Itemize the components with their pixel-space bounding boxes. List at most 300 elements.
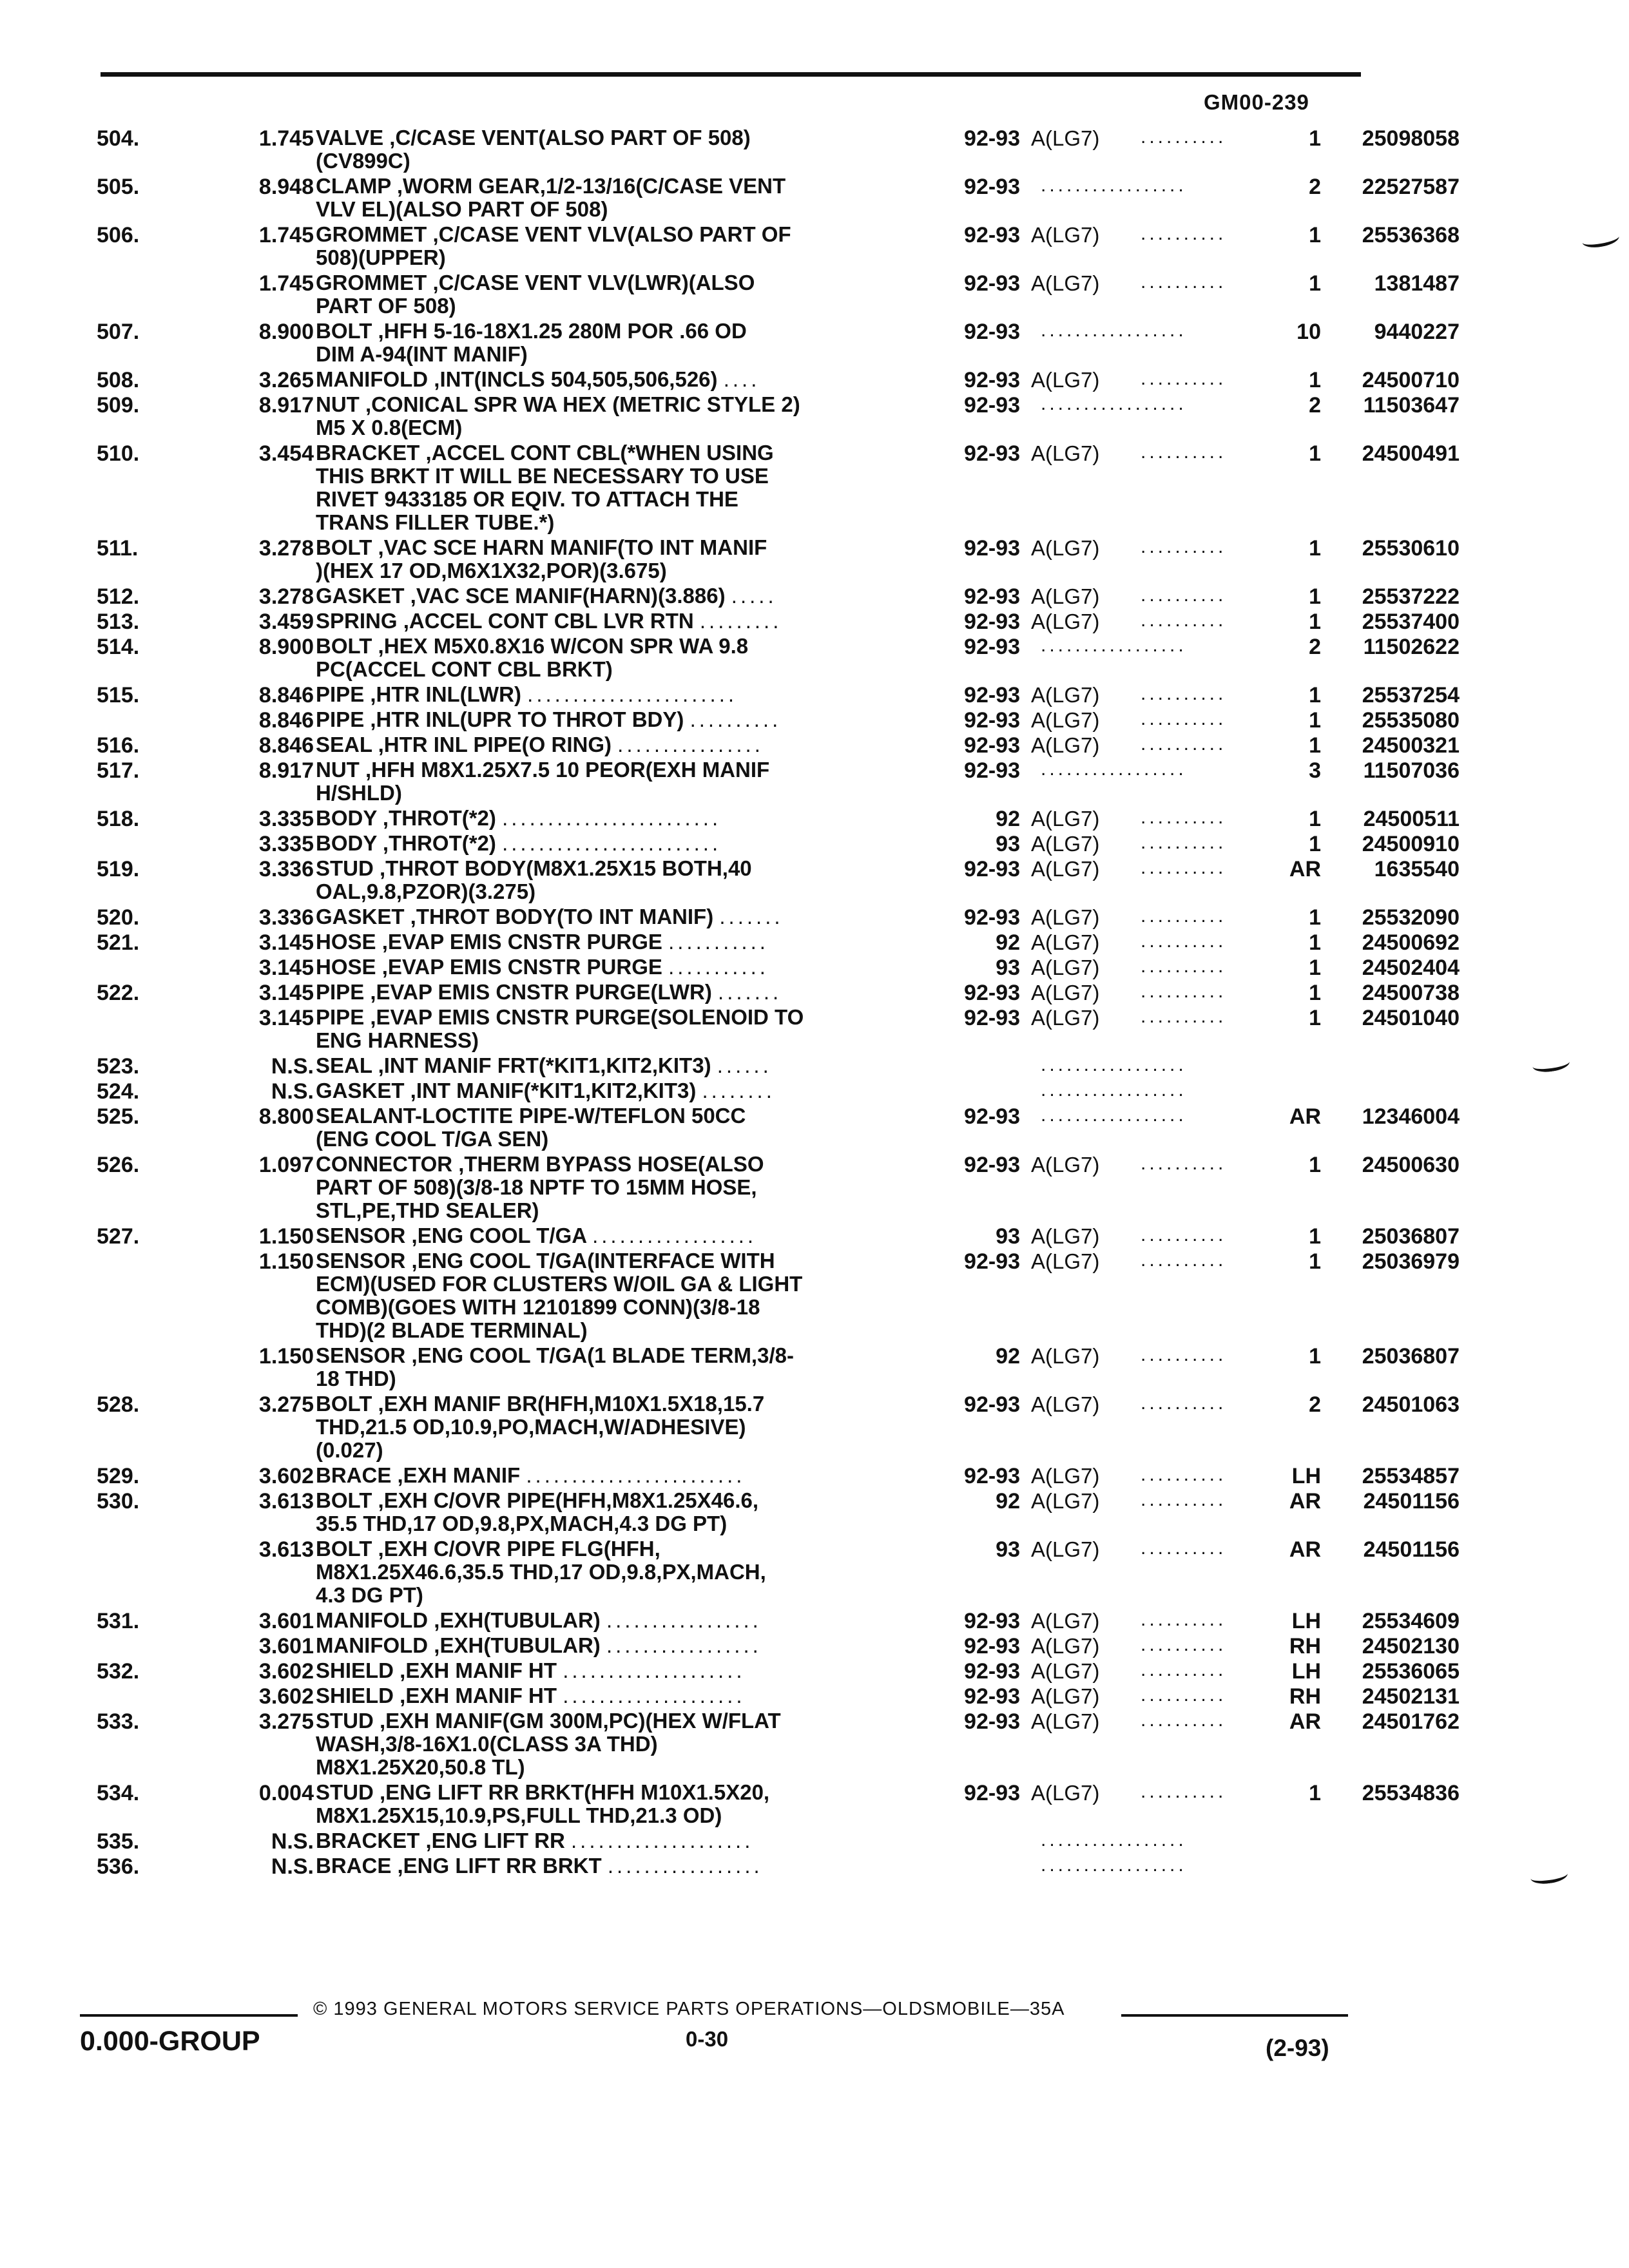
model-code: A(LG7) xyxy=(1031,1659,1100,1683)
description-text: 4.3 DG PT) xyxy=(316,1583,423,1607)
year-range: 92 xyxy=(996,930,1020,955)
year-range: 92-93 xyxy=(964,905,1020,930)
leader-dots: .................... xyxy=(571,1829,754,1852)
description-text: M8X1.25X15,10.9,PS,FULL THD,21.3 OD) xyxy=(316,1803,722,1827)
leader-dots: .......... xyxy=(1141,584,1227,606)
leader-dots: .................. xyxy=(592,1224,757,1247)
year-range: 92-93 xyxy=(964,635,1020,659)
quantity: AR xyxy=(1289,1709,1321,1734)
leader-dots: ................. xyxy=(606,1608,762,1632)
part-number: 24501762 xyxy=(1362,1709,1460,1734)
leader-dots: .......... xyxy=(1141,1684,1227,1706)
group-number: 1.097 xyxy=(258,1153,314,1177)
description-line xyxy=(316,857,934,880)
description-text: VALVE ,C/CASE VENT(ALSO PART OF 508) xyxy=(316,126,751,149)
description-text: WASH,3/8-16X1.0(CLASS 3A THD) xyxy=(316,1732,658,1756)
description-line xyxy=(316,832,934,855)
ref-number: 510. xyxy=(97,441,140,466)
part-description xyxy=(316,1489,934,1535)
ref-number: 518. xyxy=(97,807,140,831)
description-line xyxy=(316,584,934,608)
quantity: RH xyxy=(1289,1634,1321,1658)
part-entry xyxy=(97,222,1460,271)
leader-dots: ........................ xyxy=(502,831,722,855)
part-description xyxy=(316,1684,934,1707)
year-range: 92-93 xyxy=(964,1006,1020,1030)
part-number: 22527587 xyxy=(1362,175,1460,199)
group-number: 8.846 xyxy=(258,733,314,758)
group-number: 3.278 xyxy=(258,584,314,609)
leader-dots: ........... xyxy=(668,955,769,979)
year-range: 92-93 xyxy=(964,320,1020,344)
ref-number: 523. xyxy=(97,1054,140,1079)
part-number: 24500491 xyxy=(1362,441,1460,466)
part-number: 24502131 xyxy=(1362,1684,1460,1709)
leader-dots: .......... xyxy=(1141,368,1227,389)
group-number: 8.900 xyxy=(258,635,314,659)
quantity: 1 xyxy=(1309,610,1321,634)
description-line xyxy=(316,956,934,979)
quantity: 1 xyxy=(1309,441,1321,466)
group-number: 3.275 xyxy=(258,1709,314,1734)
part-number: 24500630 xyxy=(1362,1153,1460,1177)
description-text: HOSE ,EVAP EMIS CNSTR PURGE xyxy=(316,930,662,954)
description-line xyxy=(316,1709,934,1733)
year-range: 93 xyxy=(996,1537,1020,1562)
year-range: 92-93 xyxy=(964,610,1020,634)
group-number: 0.004 xyxy=(258,1781,314,1805)
group-number: 3.145 xyxy=(258,930,314,955)
ref-number: 506. xyxy=(97,223,140,247)
leader-dots: ................ xyxy=(617,733,764,756)
leader-dots: .......... xyxy=(1141,610,1227,631)
description-line xyxy=(316,1199,934,1222)
description-line xyxy=(316,1128,934,1151)
part-entry xyxy=(97,126,1460,175)
model-code: A(LG7) xyxy=(1031,368,1100,392)
description-text: GASKET ,THROT BODY(TO INT MANIF) xyxy=(316,905,714,928)
ref-number: 508. xyxy=(97,368,140,392)
description-text: BOLT ,EXH MANIF BR(HFH,M10X1.5X18,15.7 xyxy=(316,1392,765,1416)
part-number: 12346004 xyxy=(1362,1104,1460,1129)
part-entry xyxy=(97,905,1460,930)
description-text: BODY ,THROT(*2) xyxy=(316,831,496,855)
year-range: 92-93 xyxy=(964,1659,1020,1684)
model-code: A(LG7) xyxy=(1031,1634,1100,1658)
model-code: A(LG7) xyxy=(1031,126,1100,150)
ref-number: 515. xyxy=(97,683,140,707)
group-number: 8.846 xyxy=(258,708,314,733)
part-number: 25036807 xyxy=(1362,1344,1460,1369)
description-line xyxy=(316,1296,934,1319)
quantity: 2 xyxy=(1309,635,1321,659)
year-range: 92-93 xyxy=(964,1609,1020,1633)
description-line xyxy=(316,1319,934,1342)
model-code: A(LG7) xyxy=(1031,1781,1100,1805)
description-text: BOLT ,HEX M5X0.8X16 W/CON SPR WA 9.8 xyxy=(316,634,749,658)
leader-dots: .......... xyxy=(1141,832,1227,853)
quantity: 2 xyxy=(1309,393,1321,418)
page-code: GM00-239 xyxy=(1204,90,1309,114)
part-entry xyxy=(97,1633,1460,1659)
quantity: 1 xyxy=(1309,126,1321,151)
part-number: 25537254 xyxy=(1362,683,1460,707)
part-description xyxy=(316,1634,934,1657)
ref-number: 519. xyxy=(97,857,140,881)
model-code: A(LG7) xyxy=(1031,930,1100,954)
description-line xyxy=(316,1512,934,1535)
description-line xyxy=(316,343,934,366)
model-code: A(LG7) xyxy=(1031,1609,1100,1633)
part-number: 25532090 xyxy=(1362,905,1460,930)
part-number: 11503647 xyxy=(1363,393,1460,418)
quantity: 1 xyxy=(1309,223,1321,247)
quantity: 1 xyxy=(1309,1249,1321,1274)
description-text: BOLT ,EXH C/OVR PIPE FLG(HFH, xyxy=(316,1537,660,1561)
leader-dots: .......... xyxy=(1141,1609,1227,1630)
part-entry xyxy=(97,806,1460,832)
leader-dots: ....... xyxy=(719,905,784,928)
description-line xyxy=(316,1733,934,1756)
model-code: A(LG7) xyxy=(1031,584,1100,608)
group-number: 1.745 xyxy=(258,271,314,296)
year-range: 92-93 xyxy=(964,584,1020,609)
leader-dots: ........................ xyxy=(526,1463,746,1487)
group-number: 1.745 xyxy=(258,126,314,151)
ref-number: 524. xyxy=(97,1079,140,1104)
quantity: 2 xyxy=(1309,175,1321,199)
quantity: 1 xyxy=(1309,1224,1321,1249)
leader-dots: .......... xyxy=(1141,807,1227,828)
description-text: MANIFOLD ,EXH(TUBULAR) xyxy=(316,1608,601,1632)
ref-number: 504. xyxy=(97,126,140,151)
description-text: M5 X 0.8(ECM) xyxy=(316,416,463,439)
description-line xyxy=(316,733,934,756)
leader-dots: .......... xyxy=(1141,981,1227,1002)
year-range: 92-93 xyxy=(964,981,1020,1005)
description-text: DIM A-94(INT MANIF) xyxy=(316,342,528,366)
group-number: 1.745 xyxy=(258,223,314,247)
leader-dots: ................. xyxy=(1041,175,1187,196)
description-text: SENSOR ,ENG COOL T/GA(INTERFACE WITH xyxy=(316,1249,775,1273)
model-code: A(LG7) xyxy=(1031,905,1100,929)
description-line xyxy=(316,1439,934,1462)
model-code: A(LG7) xyxy=(1031,1684,1100,1708)
description-line xyxy=(316,1781,934,1804)
footer-rule-left xyxy=(80,2014,298,2017)
leader-dots: .......... xyxy=(1141,536,1227,557)
group-number: 3.265 xyxy=(258,368,314,392)
quantity: 10 xyxy=(1296,320,1321,344)
description-line xyxy=(316,246,934,269)
description-line xyxy=(316,1804,934,1827)
group-number: N.S. xyxy=(271,1829,314,1854)
year-range: 92-93 xyxy=(964,708,1020,733)
year-range: 92-93 xyxy=(964,1104,1020,1129)
leader-dots: .... xyxy=(723,367,760,391)
leader-dots: .......... xyxy=(1141,271,1227,293)
model-code: A(LG7) xyxy=(1031,733,1100,757)
part-entry xyxy=(97,1854,1360,1879)
leader-dots: .......... xyxy=(1141,1006,1227,1027)
part-entry xyxy=(97,1829,1360,1854)
description-line xyxy=(316,683,934,706)
quantity: 1 xyxy=(1309,271,1321,296)
description-line xyxy=(316,1489,934,1512)
description-text: )(HEX 17 OD,M6X1X32,POR)(3.675) xyxy=(316,559,667,582)
model-code: A(LG7) xyxy=(1031,956,1100,979)
quantity: 1 xyxy=(1309,981,1321,1005)
leader-dots: .......... xyxy=(1141,1489,1227,1510)
description-line xyxy=(316,1224,934,1247)
description-line xyxy=(316,782,934,805)
part-entry xyxy=(97,392,1460,441)
ref-number: 512. xyxy=(97,584,140,609)
description-text: (0.027) xyxy=(316,1438,383,1462)
description-text: 35.5 THD,17 OD,9.8,PX,MACH,4.3 DG PT) xyxy=(316,1512,728,1535)
leader-dots: .......... xyxy=(1141,1537,1227,1559)
description-text: CLAMP ,WORM GEAR,1/2-13/16(C/CASE VENT xyxy=(316,174,786,198)
model-code: A(LG7) xyxy=(1031,1006,1100,1030)
part-description xyxy=(316,956,934,979)
part-description xyxy=(316,536,934,582)
group-number: 8.948 xyxy=(258,175,314,199)
description-line xyxy=(316,880,934,903)
year-range: 92-93 xyxy=(964,175,1020,199)
quantity: 1 xyxy=(1309,1781,1321,1805)
part-number: 25530610 xyxy=(1362,536,1460,561)
description-line xyxy=(316,1829,934,1852)
group-number: 1.150 xyxy=(258,1344,314,1369)
description-line xyxy=(316,1367,934,1390)
model-code: A(LG7) xyxy=(1031,1249,1100,1273)
description-text: COMB)(GOES WITH 12101899 CONN)(3/8-18 xyxy=(316,1295,760,1319)
part-description xyxy=(316,981,934,1004)
description-text: PIPE ,HTR INL(LWR) xyxy=(316,682,521,706)
quantity: LH xyxy=(1291,1659,1321,1684)
group-number: 3.275 xyxy=(258,1392,314,1417)
description-line xyxy=(316,416,934,439)
model-code: A(LG7) xyxy=(1031,1392,1100,1416)
description-text: 18 THD) xyxy=(316,1367,396,1390)
ref-number: 528. xyxy=(97,1392,140,1417)
part-number: 24501063 xyxy=(1362,1392,1460,1417)
part-number: 24501040 xyxy=(1362,1006,1460,1030)
quantity: 1 xyxy=(1309,368,1321,392)
description-line xyxy=(316,1006,934,1029)
leader-dots: .......... xyxy=(1141,1634,1227,1655)
footer-group: 0.000-GROUP xyxy=(80,2026,260,2057)
part-description xyxy=(316,441,934,534)
model-code: A(LG7) xyxy=(1031,271,1100,295)
description-line xyxy=(316,441,934,465)
part-description xyxy=(316,733,934,756)
part-entry xyxy=(97,609,1460,635)
year-range: 92-93 xyxy=(964,271,1020,296)
group-number: 3.613 xyxy=(258,1537,314,1562)
ref-number: 520. xyxy=(97,905,140,930)
description-line xyxy=(316,1153,934,1176)
group-number: 3.602 xyxy=(258,1659,314,1684)
part-description xyxy=(316,1659,934,1682)
ref-number: 517. xyxy=(97,758,140,783)
leader-dots: .......... xyxy=(1141,956,1227,977)
part-description xyxy=(316,1153,934,1222)
ref-number: 516. xyxy=(97,733,140,758)
group-number: 3.335 xyxy=(258,807,314,831)
description-text: SENSOR ,ENG COOL T/GA(1 BLADE TERM,3/8- xyxy=(316,1343,794,1367)
part-number: 25534609 xyxy=(1362,1609,1460,1633)
year-range: 92 xyxy=(996,807,1020,831)
part-description xyxy=(316,1829,934,1852)
group-number: 8.917 xyxy=(258,758,314,783)
ref-number: 527. xyxy=(97,1224,140,1249)
description-line xyxy=(316,126,934,149)
description-text: M8X1.25X20,50.8 TL) xyxy=(316,1755,525,1779)
ref-number: 530. xyxy=(97,1489,140,1514)
group-number: 3.459 xyxy=(258,610,314,634)
description-text: BRACKET ,ACCEL CONT CBL(*WHEN USING xyxy=(316,441,774,465)
part-entry xyxy=(97,1152,1460,1224)
group-number: 3.336 xyxy=(258,857,314,881)
ref-number: 533. xyxy=(97,1709,140,1734)
description-line xyxy=(316,294,934,318)
ref-number: 522. xyxy=(97,981,140,1005)
group-number: 3.602 xyxy=(258,1464,314,1488)
model-code: A(LG7) xyxy=(1031,1153,1100,1177)
group-number: 3.145 xyxy=(258,1006,314,1030)
description-line xyxy=(316,1634,934,1657)
description-text: PIPE ,EVAP EMIS CNSTR PURGE(SOLENOID TO xyxy=(316,1005,804,1029)
description-line xyxy=(316,223,934,246)
ref-number: 525. xyxy=(97,1104,140,1129)
group-number: N.S. xyxy=(271,1054,314,1079)
description-line xyxy=(316,758,934,782)
part-entry xyxy=(97,733,1460,758)
quantity: AR xyxy=(1289,1104,1321,1129)
leader-dots: ................. xyxy=(1041,1854,1187,1876)
description-text: THIS BRKT IT WILL BE NECESSARY TO USE xyxy=(316,464,769,488)
part-description xyxy=(316,1006,934,1052)
description-line xyxy=(316,708,934,731)
group-number: 1.150 xyxy=(258,1224,314,1249)
quantity: 3 xyxy=(1309,758,1321,783)
leader-dots: .................... xyxy=(563,1684,746,1707)
ref-number: 509. xyxy=(97,393,140,418)
model-code: A(LG7) xyxy=(1031,708,1100,732)
group-number: 3.336 xyxy=(258,905,314,930)
leader-dots: ....................... xyxy=(527,682,738,706)
description-text: GROMMET ,C/CASE VENT VLV(ALSO PART OF xyxy=(316,222,791,246)
part-entry xyxy=(97,1684,1460,1709)
leader-dots: .......... xyxy=(1141,1344,1227,1365)
leader-dots: ................. xyxy=(1041,1104,1187,1126)
part-description xyxy=(316,1854,934,1878)
binder-mark xyxy=(1581,229,1620,250)
part-entry xyxy=(97,1079,1360,1104)
part-number: 1381487 xyxy=(1374,271,1460,296)
part-entry xyxy=(97,707,1460,733)
part-number: 11507036 xyxy=(1363,758,1460,783)
part-description xyxy=(316,1344,934,1390)
leader-dots: ................. xyxy=(607,1854,763,1878)
group-number: 3.613 xyxy=(258,1489,314,1514)
group-number: 3.335 xyxy=(258,832,314,856)
ref-number: 536. xyxy=(97,1854,140,1879)
part-number: 24501156 xyxy=(1363,1537,1460,1562)
group-number: 3.278 xyxy=(258,536,314,561)
part-entry xyxy=(97,1343,1460,1392)
footer-page-number: 0-30 xyxy=(686,2027,729,2051)
leader-dots: .......... xyxy=(1141,1781,1227,1802)
part-entry xyxy=(97,634,1460,683)
description-line xyxy=(316,368,934,391)
group-number: N.S. xyxy=(271,1079,314,1104)
description-line xyxy=(316,1561,934,1584)
model-code: A(LG7) xyxy=(1031,441,1100,465)
quantity: 1 xyxy=(1309,733,1321,758)
description-text: MANIFOLD ,INT(INCLS 504,505,506,526) xyxy=(316,367,718,391)
description-line xyxy=(316,1273,934,1296)
leader-dots: .......... xyxy=(689,707,782,731)
description-line xyxy=(316,1029,934,1052)
leader-dots: ................. xyxy=(1041,758,1187,780)
part-description xyxy=(316,1054,934,1077)
description-line xyxy=(316,1537,934,1561)
year-range: 92-93 xyxy=(964,1464,1020,1488)
part-entry xyxy=(97,682,1460,708)
year-range: 92-93 xyxy=(964,441,1020,466)
group-number: 1.150 xyxy=(258,1249,314,1274)
part-description xyxy=(316,1392,934,1462)
leader-dots: .......... xyxy=(1141,857,1227,878)
description-text: SEAL ,INT MANIF FRT(*KIT1,KIT2,KIT3) xyxy=(316,1053,711,1077)
model-code: A(LG7) xyxy=(1031,536,1100,560)
quantity: 1 xyxy=(1309,930,1321,955)
description-line xyxy=(316,1464,934,1487)
part-number: 24500710 xyxy=(1362,368,1460,392)
group-number: 3.145 xyxy=(258,981,314,1005)
description-text: PART OF 508)(3/8-18 NPTF TO 15MM HOSE, xyxy=(316,1175,757,1199)
footer-rule-right xyxy=(1121,2014,1348,2017)
description-line xyxy=(316,465,934,488)
part-number: 24500738 xyxy=(1362,981,1460,1005)
group-number: 3.601 xyxy=(258,1609,314,1633)
ref-number: 514. xyxy=(97,635,140,659)
quantity: 1 xyxy=(1309,832,1321,856)
part-number: 25536368 xyxy=(1362,223,1460,247)
description-line xyxy=(316,536,934,559)
description-text: BODY ,THROT(*2) xyxy=(316,806,496,830)
footer-date: (2-93) xyxy=(1266,2035,1329,2061)
description-text: SEALANT-LOCTITE PIPE-W/TEFLON 50CC xyxy=(316,1104,746,1128)
leader-dots: ...... xyxy=(717,1053,772,1077)
part-entry xyxy=(97,1537,1460,1609)
part-entry xyxy=(97,535,1460,584)
description-text: SHIELD ,EXH MANIF HT xyxy=(316,1684,557,1707)
model-code: A(LG7) xyxy=(1031,1224,1100,1248)
year-range: 92-93 xyxy=(964,1781,1020,1805)
group-number: 3.145 xyxy=(258,956,314,980)
description-text: BRACKET ,ENG LIFT RR xyxy=(316,1829,565,1852)
part-number: 24501156 xyxy=(1363,1489,1460,1514)
description-line xyxy=(316,1176,934,1199)
group-number: 8.846 xyxy=(258,683,314,707)
part-entry xyxy=(97,319,1460,368)
quantity: 1 xyxy=(1309,905,1321,930)
ref-number: 532. xyxy=(97,1659,140,1684)
part-number: 25534836 xyxy=(1362,1781,1460,1805)
